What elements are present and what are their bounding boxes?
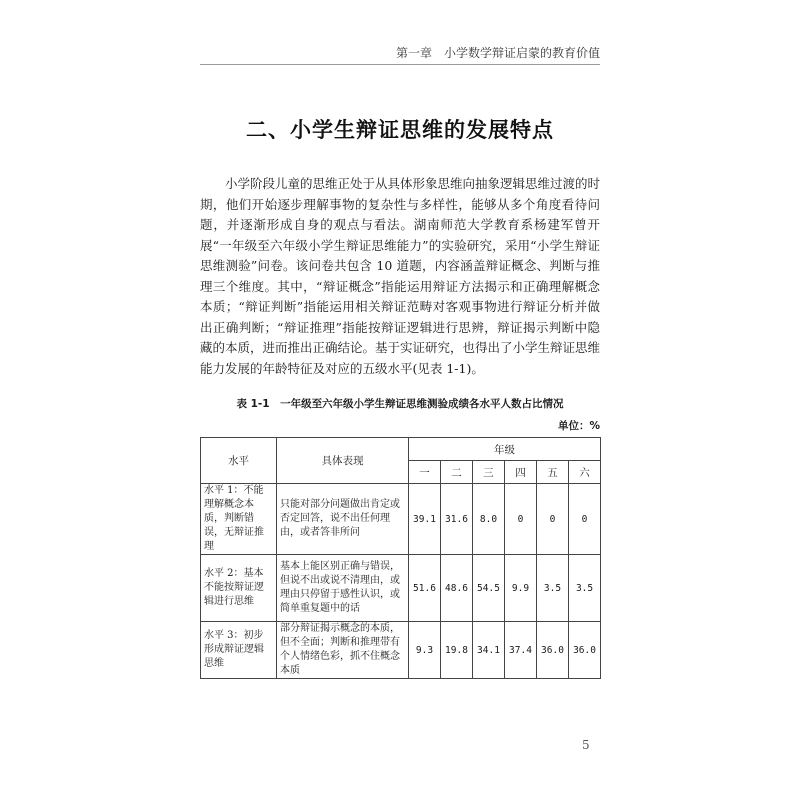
page-number: 5 <box>582 738 590 752</box>
value-cell: 31.6 <box>441 484 473 555</box>
level-cell: 水平 2：基本不能按辩证逻辑进行思维 <box>201 555 277 622</box>
section-title: 二、小学生辩证思维的发展特点 <box>246 118 554 142</box>
value-cell: 48.6 <box>441 555 473 622</box>
desc-cell: 基本上能区别正确与错误，但说不出或说不清理由，或理由只停留于感性认识，或简单重复题中的话 <box>277 555 409 622</box>
data-table <box>200 437 601 679</box>
grade-header: 六 <box>569 461 601 484</box>
value-cell: 0 <box>537 484 569 555</box>
value-cell: 9.3 <box>409 622 441 679</box>
value-cell: 0 <box>569 484 601 555</box>
grade-header: 三 <box>473 461 505 484</box>
value-cell: 9.9 <box>505 555 537 622</box>
table-row <box>201 622 601 679</box>
value-cell: 39.1 <box>409 484 441 555</box>
value-cell: 34.1 <box>473 622 505 679</box>
desc-cell: 只能对部分问题做出肯定或否定回答，说不出任何理由，或者答非所问 <box>277 484 409 555</box>
level-cell: 水平 1：不能理解概念本质，判断错误，无辩证推理 <box>201 484 277 555</box>
value-cell: 19.8 <box>441 622 473 679</box>
grade-header: 一 <box>409 461 441 484</box>
value-cell: 36.0 <box>569 622 601 679</box>
table-unit: 单位：% <box>557 420 600 432</box>
level-cell: 水平 3：初步形成辩证逻辑思维 <box>201 622 277 679</box>
body-paragraph: 小学阶段儿童的思维正处于从具体形象思维向抽象逻辑思维过渡的时期，他们开始逐步理解事物的复杂性与多样性，能够从多个角度看待问题，并逐渐形成自身的观点与看法。湖南师范大学教育系杨建军曾开展“一年级至六年级小学生辩证思维能力”的实验研究，采用“小学生辩证思维测验”问卷。该问卷共包含 10 道题，内容涵盖辩证概念、判断与推理三个维度。其中，“辩证概念”指能运用辩证方法揭示和正确理解概念本质；“辩证判断”指能运用相关辩证范畴对客观事物进行辩证分析并做出正确判断；“辩证推理”指能按辩证逻辑进行思辨，辩证揭示判断中隐藏的本质，进而推出正确结论。基于实证研究，也得出了小学生辩证思维能力发展的年龄特征及对应的五级水平(见表 1-1)。 <box>200 176 601 376</box>
value-cell: 3.5 <box>569 555 601 622</box>
value-cell: 54.5 <box>473 555 505 622</box>
value-cell: 36.0 <box>537 622 569 679</box>
grade-header: 五 <box>537 461 569 484</box>
table-header-grade: 年级 <box>409 438 601 461</box>
value-cell: 3.5 <box>537 555 569 622</box>
header-divider <box>200 64 600 65</box>
running-header: 第一章 小学数学辩证启蒙的教育价值 <box>395 46 600 60</box>
table-caption: 表 1-1 一年级至六年级小学生辩证思维测验成绩各水平人数占比情况 <box>236 398 564 410</box>
table-header-desc: 具体表现 <box>277 438 409 484</box>
value-cell: 8.0 <box>473 484 505 555</box>
table-header-level: 水平 <box>201 438 277 484</box>
value-cell: 51.6 <box>409 555 441 622</box>
value-cell: 37.4 <box>505 622 537 679</box>
grade-header: 四 <box>505 461 537 484</box>
grade-header: 二 <box>441 461 473 484</box>
table-row <box>201 484 601 555</box>
table-row <box>201 555 601 622</box>
desc-cell: 部分辩证揭示概念的本质，但不全面；判断和推理带有个人情绪色彩，抓不住概念本质 <box>277 622 409 679</box>
value-cell: 0 <box>505 484 537 555</box>
